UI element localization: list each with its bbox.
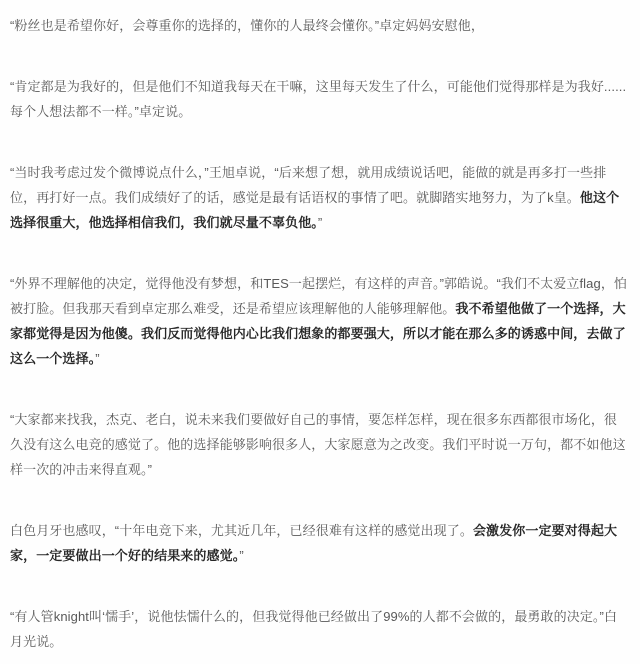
paragraph-1 <box>10 13 629 38</box>
paragraph-6 <box>10 518 629 568</box>
paragraph-text: ” <box>95 351 100 366</box>
paragraph-text: “当时我考虑过发个微博说点什么，”王旭卓说，“后来想了想，就用成绩说话吧，能做的就是再多打一些排位，再打好一点。我们成绩好了的话，感觉是最有话语权的事情了吧。就脚踏实地努力，为了k皇。 <box>10 165 607 205</box>
paragraph-5 <box>10 407 629 482</box>
paragraph-text: “大家都来找我，杰克、老白，说未来我们要做好自己的事情，要怎样怎样，现在很多东西都很市场化，很久没有这么电竞的感觉了。他的选择能够影响很多人，大家愿意为之改变。我们平时说一万句，都不如他这样一次的冲击来得直观。” <box>10 412 626 477</box>
paragraph-3 <box>10 160 629 235</box>
paragraph-7 <box>10 604 629 654</box>
paragraph-text: 白色月牙也感叹，“十年电竞下来，尤其近几年，已经很难有这样的感觉出现了。 <box>10 523 473 538</box>
paragraph-text: “有人管knight叫‘懦手’，说他怯懦什么的，但我觉得他已经做出了99%的人都不会做的，最勇敢的决定。”白月光说。 <box>10 609 618 649</box>
paragraph-4 <box>10 271 629 371</box>
paragraph-text: “粉丝也是希望你好，会尊重你的选择的，懂你的人最终会懂你。”卓定妈妈安慰他， <box>10 18 484 33</box>
paragraph-text: “外界不理解他的决定，觉得他没有梦想，和TES一起摆烂，有这样的声音。”郭皓说。“我们不太爱立flag，怕被打脸。但我那天看到卓定那么难受，还是希望应该理解他的人能够理解他。 <box>10 276 628 316</box>
paragraph-text: ” <box>239 548 244 563</box>
paragraph-2 <box>10 74 629 124</box>
paragraph-text-bold: 会激发你一定要对得起大家，一定要做出一个好的结果来的感觉。 <box>10 523 618 563</box>
paragraph-text: “肯定都是为我好的，但是他们不知道我每天在干嘛，这里每天发生了什么，可能他们觉得那样是为我好......每个人想法都不一样。”卓定说。 <box>10 79 627 119</box>
paragraph-text: ” <box>317 215 323 230</box>
paragraph-text-bold: 他这个选择很重大，他选择相信我们，我们就尽量不辜负他。 <box>10 190 620 230</box>
paragraph-text-bold: 我不希望他做了一个选择，大家都觉得是因为他傻。我们反而觉得他内心比我们想象的都要强大，所以才能在那么多的诱惑中间，去做了这么一个选择。 <box>10 301 626 366</box>
